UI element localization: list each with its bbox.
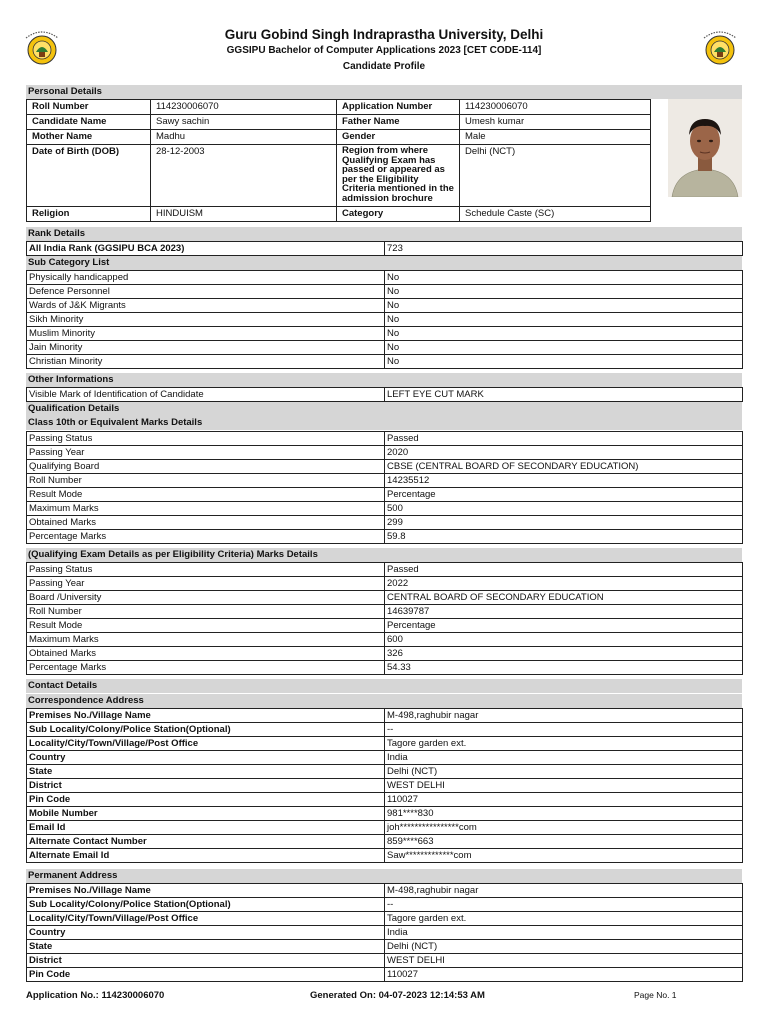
- correspondence-table: [26, 708, 743, 863]
- row-value: Delhi (NCT): [385, 940, 743, 954]
- table-row: [27, 446, 743, 460]
- other-info-table: [26, 387, 743, 402]
- table-row: [27, 327, 743, 341]
- row-value: Tagore garden ext.: [385, 912, 743, 926]
- row-value: joh****************com: [385, 821, 743, 835]
- category-label: Category: [337, 207, 460, 222]
- table-row: [27, 765, 743, 779]
- table-row: [27, 530, 743, 544]
- table-row: [27, 299, 743, 313]
- table-row: [27, 341, 743, 355]
- row-label: District: [27, 954, 385, 968]
- row-label: All India Rank (GGSIPU BCA 2023): [27, 242, 385, 256]
- table-row: [27, 661, 743, 675]
- row-label: Passing Status: [27, 563, 385, 577]
- row-value: 500: [385, 502, 743, 516]
- program-title: GGSIPU Bachelor of Computer Applications 2023 [CET CODE-114]: [226, 45, 542, 56]
- application-number-label: Application Number: [337, 100, 460, 115]
- row-label: Maximum Marks: [27, 502, 385, 516]
- table-row: [27, 912, 743, 926]
- region-label: Region from where Qualifying Exam has passed or appeared as per the Eligibility Criteria mentioned in the admission brochure: [337, 145, 460, 207]
- row-value: Delhi (NCT): [385, 765, 743, 779]
- table-row: [27, 563, 743, 577]
- section-rank-details: Rank Details: [26, 227, 742, 241]
- row-label: Email Id: [27, 821, 385, 835]
- row-label: Sub Locality/Colony/Police Station(Optional): [27, 898, 385, 912]
- row-value: CENTRAL BOARD OF SECONDARY EDUCATION: [385, 591, 743, 605]
- mother-name-label: Mother Name: [27, 130, 151, 145]
- row-label: District: [27, 779, 385, 793]
- table-row: [27, 954, 743, 968]
- row-label: Obtained Marks: [27, 516, 385, 530]
- row-label: Pin Code: [27, 968, 385, 982]
- university-seal-icon: [700, 28, 740, 68]
- table-row: [27, 793, 743, 807]
- section-correspondence-address: Correspondence Address: [26, 694, 742, 708]
- row-value: WEST DELHI: [385, 954, 743, 968]
- row-value: --: [385, 898, 743, 912]
- dob-label: Date of Birth (DOB): [27, 145, 151, 207]
- roll-number-value: 114230006070: [151, 100, 337, 115]
- row-value: No: [385, 285, 743, 299]
- table-row: [27, 968, 743, 982]
- row-value: 981****830: [385, 807, 743, 821]
- table-row: [27, 271, 743, 285]
- table-row: [27, 460, 743, 474]
- row-value: WEST DELHI: [385, 779, 743, 793]
- row-value: LEFT EYE CUT MARK: [385, 388, 743, 402]
- row-label: Passing Status: [27, 432, 385, 446]
- row-label: State: [27, 765, 385, 779]
- section-qualification-details: Qualification Details: [26, 402, 742, 416]
- row-label: Result Mode: [27, 619, 385, 633]
- father-name-value: Umesh kumar: [460, 115, 651, 130]
- table-row: [27, 388, 743, 402]
- row-label: Christian Minority: [27, 355, 385, 369]
- table-row: [27, 751, 743, 765]
- religion-label: Religion: [27, 207, 151, 222]
- row-label: Pin Code: [27, 793, 385, 807]
- table-row: [27, 242, 743, 256]
- row-value: No: [385, 313, 743, 327]
- class10-table: [26, 431, 743, 544]
- category-value: Schedule Caste (SC): [460, 207, 651, 222]
- row-label: Board /University: [27, 591, 385, 605]
- row-label: State: [27, 940, 385, 954]
- row-label: Percentage Marks: [27, 661, 385, 675]
- row-value: 54.33: [385, 661, 743, 675]
- footer-page-number: Page No. 1: [634, 990, 677, 1000]
- table-row: [27, 474, 743, 488]
- row-label: Passing Year: [27, 446, 385, 460]
- row-value: 326: [385, 647, 743, 661]
- table-row: [27, 807, 743, 821]
- footer-generated-on: Generated On: 04-07-2023 12:14:53 AM: [310, 990, 485, 1001]
- row-value: CBSE (CENTRAL BOARD OF SECONDARY EDUCATION): [385, 460, 743, 474]
- row-value: No: [385, 355, 743, 369]
- candidate-photo: [668, 99, 742, 197]
- row-value: 14639787: [385, 605, 743, 619]
- row-label: Country: [27, 926, 385, 940]
- table-row: [27, 849, 743, 863]
- row-label: Locality/City/Town/Village/Post Office: [27, 912, 385, 926]
- table-row: [27, 605, 743, 619]
- row-value: M-498,raghubir nagar: [385, 884, 743, 898]
- table-row: [27, 647, 743, 661]
- row-label: Premises No./Village Name: [27, 709, 385, 723]
- table-row: [27, 591, 743, 605]
- row-value: --: [385, 723, 743, 737]
- row-label: Premises No./Village Name: [27, 884, 385, 898]
- profile-title: Candidate Profile: [342, 61, 426, 72]
- row-value: 59.8: [385, 530, 743, 544]
- table-row: [27, 737, 743, 751]
- table-row: [27, 884, 743, 898]
- gender-value: Male: [460, 130, 651, 145]
- row-value: Passed: [385, 432, 743, 446]
- row-label: Locality/City/Town/Village/Post Office: [27, 737, 385, 751]
- table-row: [27, 432, 743, 446]
- sub-category-table: [26, 270, 743, 369]
- religion-value: HINDUISM: [151, 207, 337, 222]
- candidate-name-value: Sawy sachin: [151, 115, 337, 130]
- table-row: [27, 355, 743, 369]
- footer-application-number: Application No.: 114230006070: [26, 990, 165, 1001]
- row-value: India: [385, 751, 743, 765]
- father-name-label: Father Name: [337, 115, 460, 130]
- section-qualifying-exam: (Qualifying Exam Details as per Eligibility Criteria) Marks Details: [26, 548, 742, 562]
- section-other-informations: Other Informations: [26, 373, 742, 387]
- mother-name-value: Madhu: [151, 130, 337, 145]
- table-row: [27, 709, 743, 723]
- row-label: Obtained Marks: [27, 647, 385, 661]
- table-row: [27, 633, 743, 647]
- row-value: M-498,raghubir nagar: [385, 709, 743, 723]
- row-value: India: [385, 926, 743, 940]
- roll-number-label: Roll Number: [27, 100, 151, 115]
- row-value: Saw*************com: [385, 849, 743, 863]
- region-value: Delhi (NCT): [460, 145, 651, 207]
- row-value: 299: [385, 516, 743, 530]
- row-value: 859****663: [385, 835, 743, 849]
- page-header: [0, 0, 768, 84]
- row-value: 110027: [385, 793, 743, 807]
- table-row: [27, 723, 743, 737]
- section-contact-details: Contact Details: [26, 679, 742, 693]
- row-label: Mobile Number: [27, 807, 385, 821]
- row-value: No: [385, 327, 743, 341]
- row-value: Passed: [385, 563, 743, 577]
- row-label: Wards of J&K Migrants: [27, 299, 385, 313]
- candidate-name-label: Candidate Name: [27, 115, 151, 130]
- table-row: [27, 821, 743, 835]
- rank-table: [26, 241, 743, 256]
- gender-label: Gender: [337, 130, 460, 145]
- row-label: Country: [27, 751, 385, 765]
- row-value: 723: [385, 242, 743, 256]
- application-number-value: 114230006070: [460, 100, 651, 115]
- row-value: Percentage: [385, 488, 743, 502]
- table-row: [27, 779, 743, 793]
- row-label: Visible Mark of Identification of Candidate: [27, 388, 385, 402]
- row-value: No: [385, 341, 743, 355]
- row-value: No: [385, 271, 743, 285]
- section-personal-details: Personal Details: [26, 85, 742, 99]
- row-value: 2020: [385, 446, 743, 460]
- table-row: [27, 940, 743, 954]
- row-value: Percentage: [385, 619, 743, 633]
- table-row: [27, 619, 743, 633]
- row-label: Maximum Marks: [27, 633, 385, 647]
- table-row: [27, 313, 743, 327]
- row-value: No: [385, 299, 743, 313]
- personal-details-table: [26, 99, 651, 222]
- table-row: [27, 516, 743, 530]
- section-sub-category: Sub Category List: [26, 256, 742, 270]
- qualifying-exam-table: [26, 562, 743, 675]
- permanent-table: [26, 883, 743, 982]
- dob-value: 28-12-2003: [151, 145, 337, 207]
- row-label: Result Mode: [27, 488, 385, 502]
- table-row: [27, 285, 743, 299]
- table-row: [27, 898, 743, 912]
- university-title: Guru Gobind Singh Indraprastha University, Delhi: [224, 27, 544, 42]
- section-permanent-address: Permanent Address: [26, 869, 742, 883]
- row-label: Sub Locality/Colony/Police Station(Optional): [27, 723, 385, 737]
- row-value: 110027: [385, 968, 743, 982]
- table-row: [27, 835, 743, 849]
- row-label: Alternate Contact Number: [27, 835, 385, 849]
- row-label: Passing Year: [27, 577, 385, 591]
- row-label: Defence Personnel: [27, 285, 385, 299]
- row-label: Roll Number: [27, 605, 385, 619]
- row-label: Muslim Minority: [27, 327, 385, 341]
- table-row: [27, 926, 743, 940]
- table-row: [27, 502, 743, 516]
- row-label: Jain Minority: [27, 341, 385, 355]
- row-label: Physically handicapped: [27, 271, 385, 285]
- row-value: 14235512: [385, 474, 743, 488]
- row-label: Qualifying Board: [27, 460, 385, 474]
- row-label: Percentage Marks: [27, 530, 385, 544]
- row-value: Tagore garden ext.: [385, 737, 743, 751]
- row-label: Alternate Email Id: [27, 849, 385, 863]
- row-value: 2022: [385, 577, 743, 591]
- table-row: [27, 577, 743, 591]
- row-value: 600: [385, 633, 743, 647]
- row-label: Roll Number: [27, 474, 385, 488]
- row-label: Sikh Minority: [27, 313, 385, 327]
- section-class10: Class 10th or Equivalent Marks Details: [26, 416, 742, 430]
- table-row: [27, 488, 743, 502]
